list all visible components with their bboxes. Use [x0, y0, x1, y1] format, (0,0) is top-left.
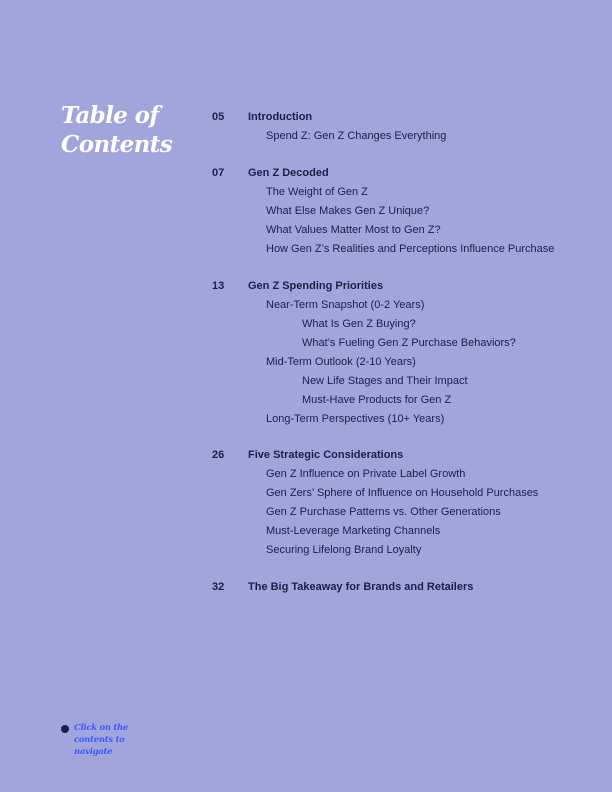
section-page-number: 05: [212, 111, 225, 123]
section-title-link[interactable]: Introduction: [248, 111, 313, 123]
section-title-link[interactable]: Gen Z Decoded: [248, 167, 329, 179]
toc-subitem-link[interactable]: Gen Zers’ Sphere of Influence on Household Purchases: [266, 487, 539, 499]
section-title-link[interactable]: Five Strategic Considerations: [248, 449, 404, 461]
toc-subitem-link[interactable]: What Else Makes Gen Z Unique?: [266, 205, 430, 217]
section-page-number: 13: [212, 280, 225, 292]
page-title: [61, 101, 172, 159]
toc-subitem-link[interactable]: Long-Term Perspectives (10+ Years): [266, 413, 445, 425]
toc-subsubitem-link[interactable]: What Is Gen Z Buying?: [302, 318, 416, 330]
toc-subitem-link[interactable]: Gen Z Influence on Private Label Growth: [266, 468, 466, 480]
section-page-number: 26: [212, 449, 225, 461]
section-page-number: 32: [212, 581, 225, 593]
toc-subsubitem-link[interactable]: What’s Fueling Gen Z Purchase Behaviors?: [302, 337, 516, 349]
toc-subitem-link[interactable]: Near-Term Snapshot (0-2 Years): [266, 299, 425, 311]
bullet-dot-icon: [61, 725, 69, 733]
toc-subsubitem-link[interactable]: New Life Stages and Their Impact: [302, 375, 468, 387]
toc-subitem-link[interactable]: Must-Leverage Marketing Channels: [266, 525, 441, 537]
toc-subitem-link[interactable]: How Gen Z’s Realities and Perceptions Influence Purchase: [266, 243, 555, 255]
section-title-link[interactable]: The Big Takeaway for Brands and Retailers: [248, 581, 474, 593]
toc-subitem-link[interactable]: What Values Matter Most to Gen Z?: [266, 224, 441, 236]
title-line-2: Contents: [61, 131, 173, 158]
toc-subitem-link[interactable]: Gen Z Purchase Patterns vs. Other Generations: [266, 506, 501, 518]
section-title-link[interactable]: Gen Z Spending Priorities: [248, 280, 384, 292]
toc-subsubitem-link[interactable]: Must-Have Products for Gen Z: [302, 394, 452, 406]
toc-subitem-link[interactable]: Spend Z: Gen Z Changes Everything: [266, 130, 447, 142]
toc-subitem-link[interactable]: Securing Lifelong Brand Loyalty: [266, 544, 422, 556]
toc-subitem-link[interactable]: Mid-Term Outlook (2-10 Years): [266, 356, 416, 368]
section-page-number: 07: [212, 167, 225, 179]
navigation-hint-text: Click on the contents to navigate: [74, 723, 128, 757]
title-line-1: Table of: [61, 102, 159, 129]
toc-subitem-link[interactable]: The Weight of Gen Z: [266, 186, 368, 198]
